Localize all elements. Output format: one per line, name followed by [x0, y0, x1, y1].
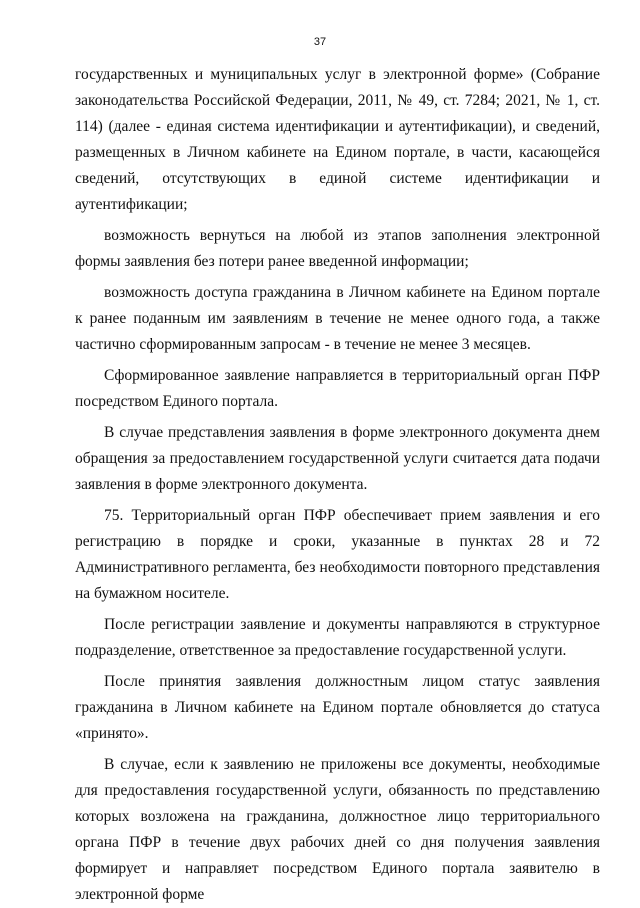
document-body [75, 62, 600, 908]
paragraph-return-to-step: возможность вернуться на любой из этапов заполнения электронной формы заявления без потери ранее введенной информации; [75, 227, 600, 270]
paragraph-item-75: 75. Территориальный орган ПФР обеспечивает прием заявления и его регистрацию в порядке и сроки, указанные в пунктах 28 и 72 Административного регламента, без необходимости повторного представления на бумажном носителе. [75, 507, 600, 602]
paragraph-continuation: государственных и муниципальных услуг в электронной форме» (Собрание законодательства Российской Федерации, 2011, № 49, ст. 7284; 2021, № 1, ст. 114) (далее - единая система идентификации и аутентификации), и сведений, размещенных в Личном кабинете на Едином портале, в части, касающейся сведений, отсутствующих в единой системе идентификации и аутентификации; [75, 66, 600, 213]
page-number: 37 [313, 36, 327, 48]
paragraph-access-applications: возможность доступа гражданина в Личном кабинете на Едином портале к ранее поданным им заявлениям в течение не менее одного года, а также частично сформированным запросам - в течение не менее 3 месяцев. [75, 284, 600, 353]
paragraph-missing-documents: В случае, если к заявлению не приложены все документы, необходимые для предоставления государственной услуги, обязанность по представлению которых возложена на гражданина, должностное лицо территориального органа ПФР в течение двух рабочих дней со дня получения заявления формирует и направляет посредством Единого портала заявителю в электронной форме [75, 756, 600, 903]
paragraph-registration: После регистрации заявление и документы направляются в структурное подразделение, ответственное за предоставление государственной услуги. [75, 616, 600, 659]
paragraph-status-update: После принятия заявления должностным лицом статус заявления гражданина в Личном кабинете на Едином портале обновляется до статуса «принято». [75, 673, 600, 742]
paragraph-submission: Сформированное заявление направляется в территориальный орган ПФР посредством Единого портала. [75, 367, 600, 410]
paragraph-request-date: В случае представления заявления в форме электронного документа днем обращения за предоставлением государственной услуги считается дата подачи заявления в форме электронного документа. [75, 424, 600, 493]
